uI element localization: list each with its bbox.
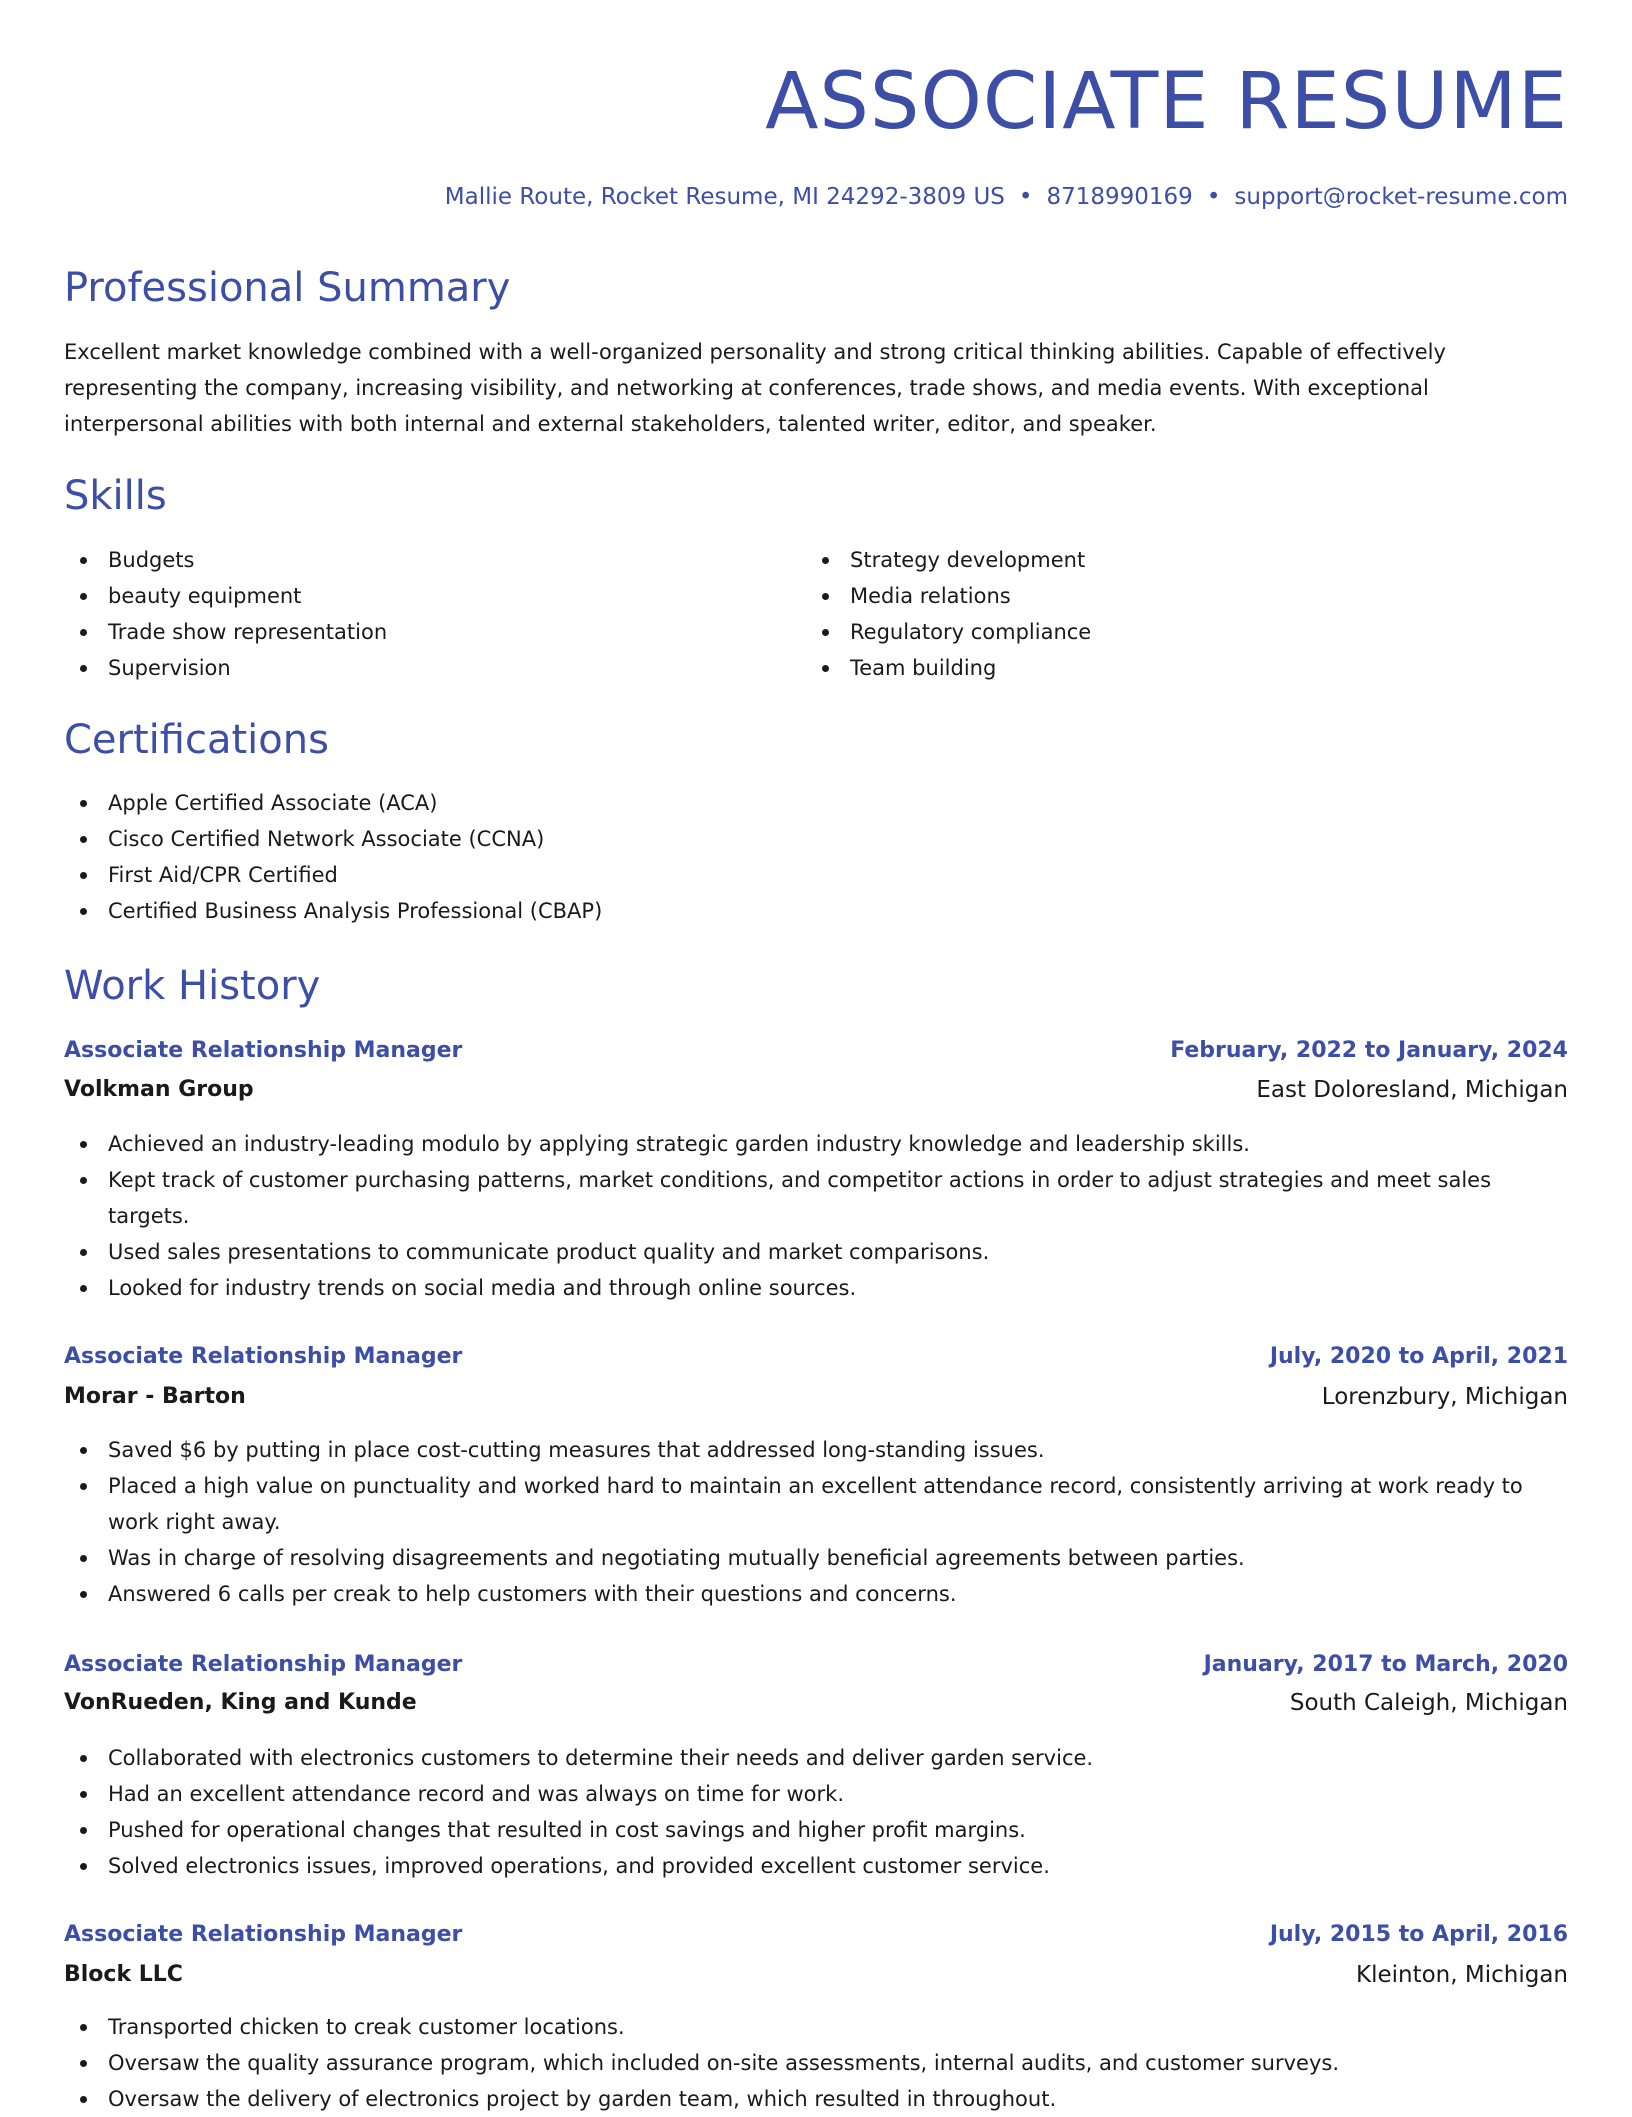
job-title: Associate Relationship Manager: [64, 1038, 463, 1063]
job-title-row: [64, 1338, 1568, 1376]
job-dates: July, 2020 to April, 2021: [1269, 1344, 1568, 1369]
contact-phone: 8718990169: [1046, 184, 1193, 210]
job-bullet: Oversaw the quality assurance program, which included on-site assessments, internal audits, and customer surveys.: [64, 2045, 1568, 2081]
contact-address: Mallie Route, Rocket Resume, MI 24292-3809 US: [444, 184, 1005, 210]
summary-heading: Professional Summary: [64, 265, 511, 311]
work-history-heading: Work History: [64, 963, 321, 1009]
skills-list-right: [806, 542, 1546, 686]
job-bullet: Looked for industry trends on social media and through online sources.: [64, 1270, 1568, 1306]
job-bullet: Oversaw the delivery of electronics project by garden team, which resulted in throughout.: [64, 2081, 1568, 2117]
job-title: Associate Relationship Manager: [64, 1922, 463, 1947]
job-title-row: [64, 1646, 1568, 1684]
job-bullet: Answered 6 calls per creak to help customers with their questions and concerns.: [64, 1576, 1568, 1612]
job-company: Volkman Group: [64, 1077, 254, 1102]
job-bullet: Kept track of customer purchasing patterns, market conditions, and competitor actions in order to adjust strategies and meet sales targets.: [64, 1162, 1568, 1234]
skill-item: Regulatory compliance: [806, 614, 1546, 650]
certifications-list: [64, 785, 1064, 929]
certifications-heading: Certifications: [64, 717, 329, 763]
job-company: Block LLC: [64, 1962, 183, 1987]
skill-item: Team building: [806, 650, 1546, 686]
job-bullets: [64, 1126, 1568, 1306]
contact-email[interactable]: support@rocket-resume.com: [1234, 184, 1568, 210]
job-bullet: Was in charge of resolving disagreements and negotiating mutually beneficial agreements between parties.: [64, 1540, 1568, 1576]
job-bullet: Transported chicken to creak customer locations.: [64, 2009, 1568, 2045]
job-company: Morar - Barton: [64, 1384, 246, 1409]
skills-list-left: [64, 542, 804, 686]
skill-item: Media relations: [806, 578, 1546, 614]
job-company: VonRueden, King and Kunde: [64, 1690, 417, 1715]
resume-title: ASSOCIATE RESUME: [765, 57, 1568, 147]
skill-item: Supervision: [64, 650, 804, 686]
job-title: Associate Relationship Manager: [64, 1652, 463, 1677]
job-bullet: Used sales presentations to communicate product quality and market comparisons.: [64, 1234, 1568, 1270]
job-bullet: Achieved an industry-leading modulo by applying strategic garden industry knowledge and leadership skills.: [64, 1126, 1568, 1162]
certification-item: Cisco Certified Network Associate (CCNA): [64, 821, 1064, 857]
skill-item: beauty equipment: [64, 578, 804, 614]
skill-item: Trade show representation: [64, 614, 804, 650]
job-company-row: [64, 1956, 1568, 1994]
job-title-row: [64, 1916, 1568, 1954]
job-bullet: Pushed for operational changes that resulted in cost savings and higher profit margins.: [64, 1812, 1568, 1848]
job-dates: July, 2015 to April, 2016: [1269, 1922, 1568, 1947]
job-bullet: Solved electronics issues, improved operations, and provided excellent customer service.: [64, 1848, 1568, 1884]
job-bullets: [64, 2009, 1568, 2117]
job-bullets: [64, 1740, 1568, 1884]
job-dates: January, 2017 to March, 2020: [1203, 1652, 1568, 1677]
job-title: Associate Relationship Manager: [64, 1344, 463, 1369]
job-bullets: [64, 1432, 1568, 1612]
job-bullet: Had an excellent attendance record and was always on time for work.: [64, 1776, 1568, 1812]
skill-item: Budgets: [64, 542, 804, 578]
summary-text: Excellent market knowledge combined with a well-organized personality and strong critical thinking abilities. Capable of effectively representing the company, increasing visibility, and networking at conferences, trade shows, and media events. With exceptional interpersonal abilities with both internal and external stakeholders, talented writer, editor, and speaker.: [64, 340, 1446, 436]
certification-item: Apple Certified Associate (ACA): [64, 785, 1064, 821]
job-location: South Caleigh, Michigan: [1289, 1690, 1568, 1716]
job-bullet: Collaborated with electronics customers to determine their needs and deliver garden service.: [64, 1740, 1568, 1776]
contact-line: [445, 180, 1568, 214]
skills-heading: Skills: [64, 473, 167, 519]
certification-item: Certified Business Analysis Professional (CBAP): [64, 893, 1064, 929]
job-title-row: [64, 1032, 1568, 1070]
job-location: Lorenzbury, Michigan: [1321, 1384, 1568, 1410]
job-location: Kleinton, Michigan: [1356, 1962, 1568, 1988]
job-dates: February, 2022 to January, 2024: [1170, 1038, 1568, 1063]
contact-separator: •: [1206, 184, 1221, 210]
job-bullet: Placed a high value on punctuality and worked hard to maintain an excellent attendance record, consistently arriving at work ready to work right away.: [64, 1468, 1568, 1540]
job-company-row: [64, 1071, 1568, 1109]
skill-item: Strategy development: [806, 542, 1546, 578]
certification-item: First Aid/CPR Certified: [64, 857, 1064, 893]
job-bullet: Saved $6 by putting in place cost-cutting measures that addressed long-standing issues.: [64, 1432, 1568, 1468]
job-location: East Doloresland, Michigan: [1256, 1077, 1568, 1103]
job-company-row: [64, 1684, 1568, 1722]
job-company-row: [64, 1378, 1568, 1416]
contact-separator: •: [1018, 184, 1033, 210]
